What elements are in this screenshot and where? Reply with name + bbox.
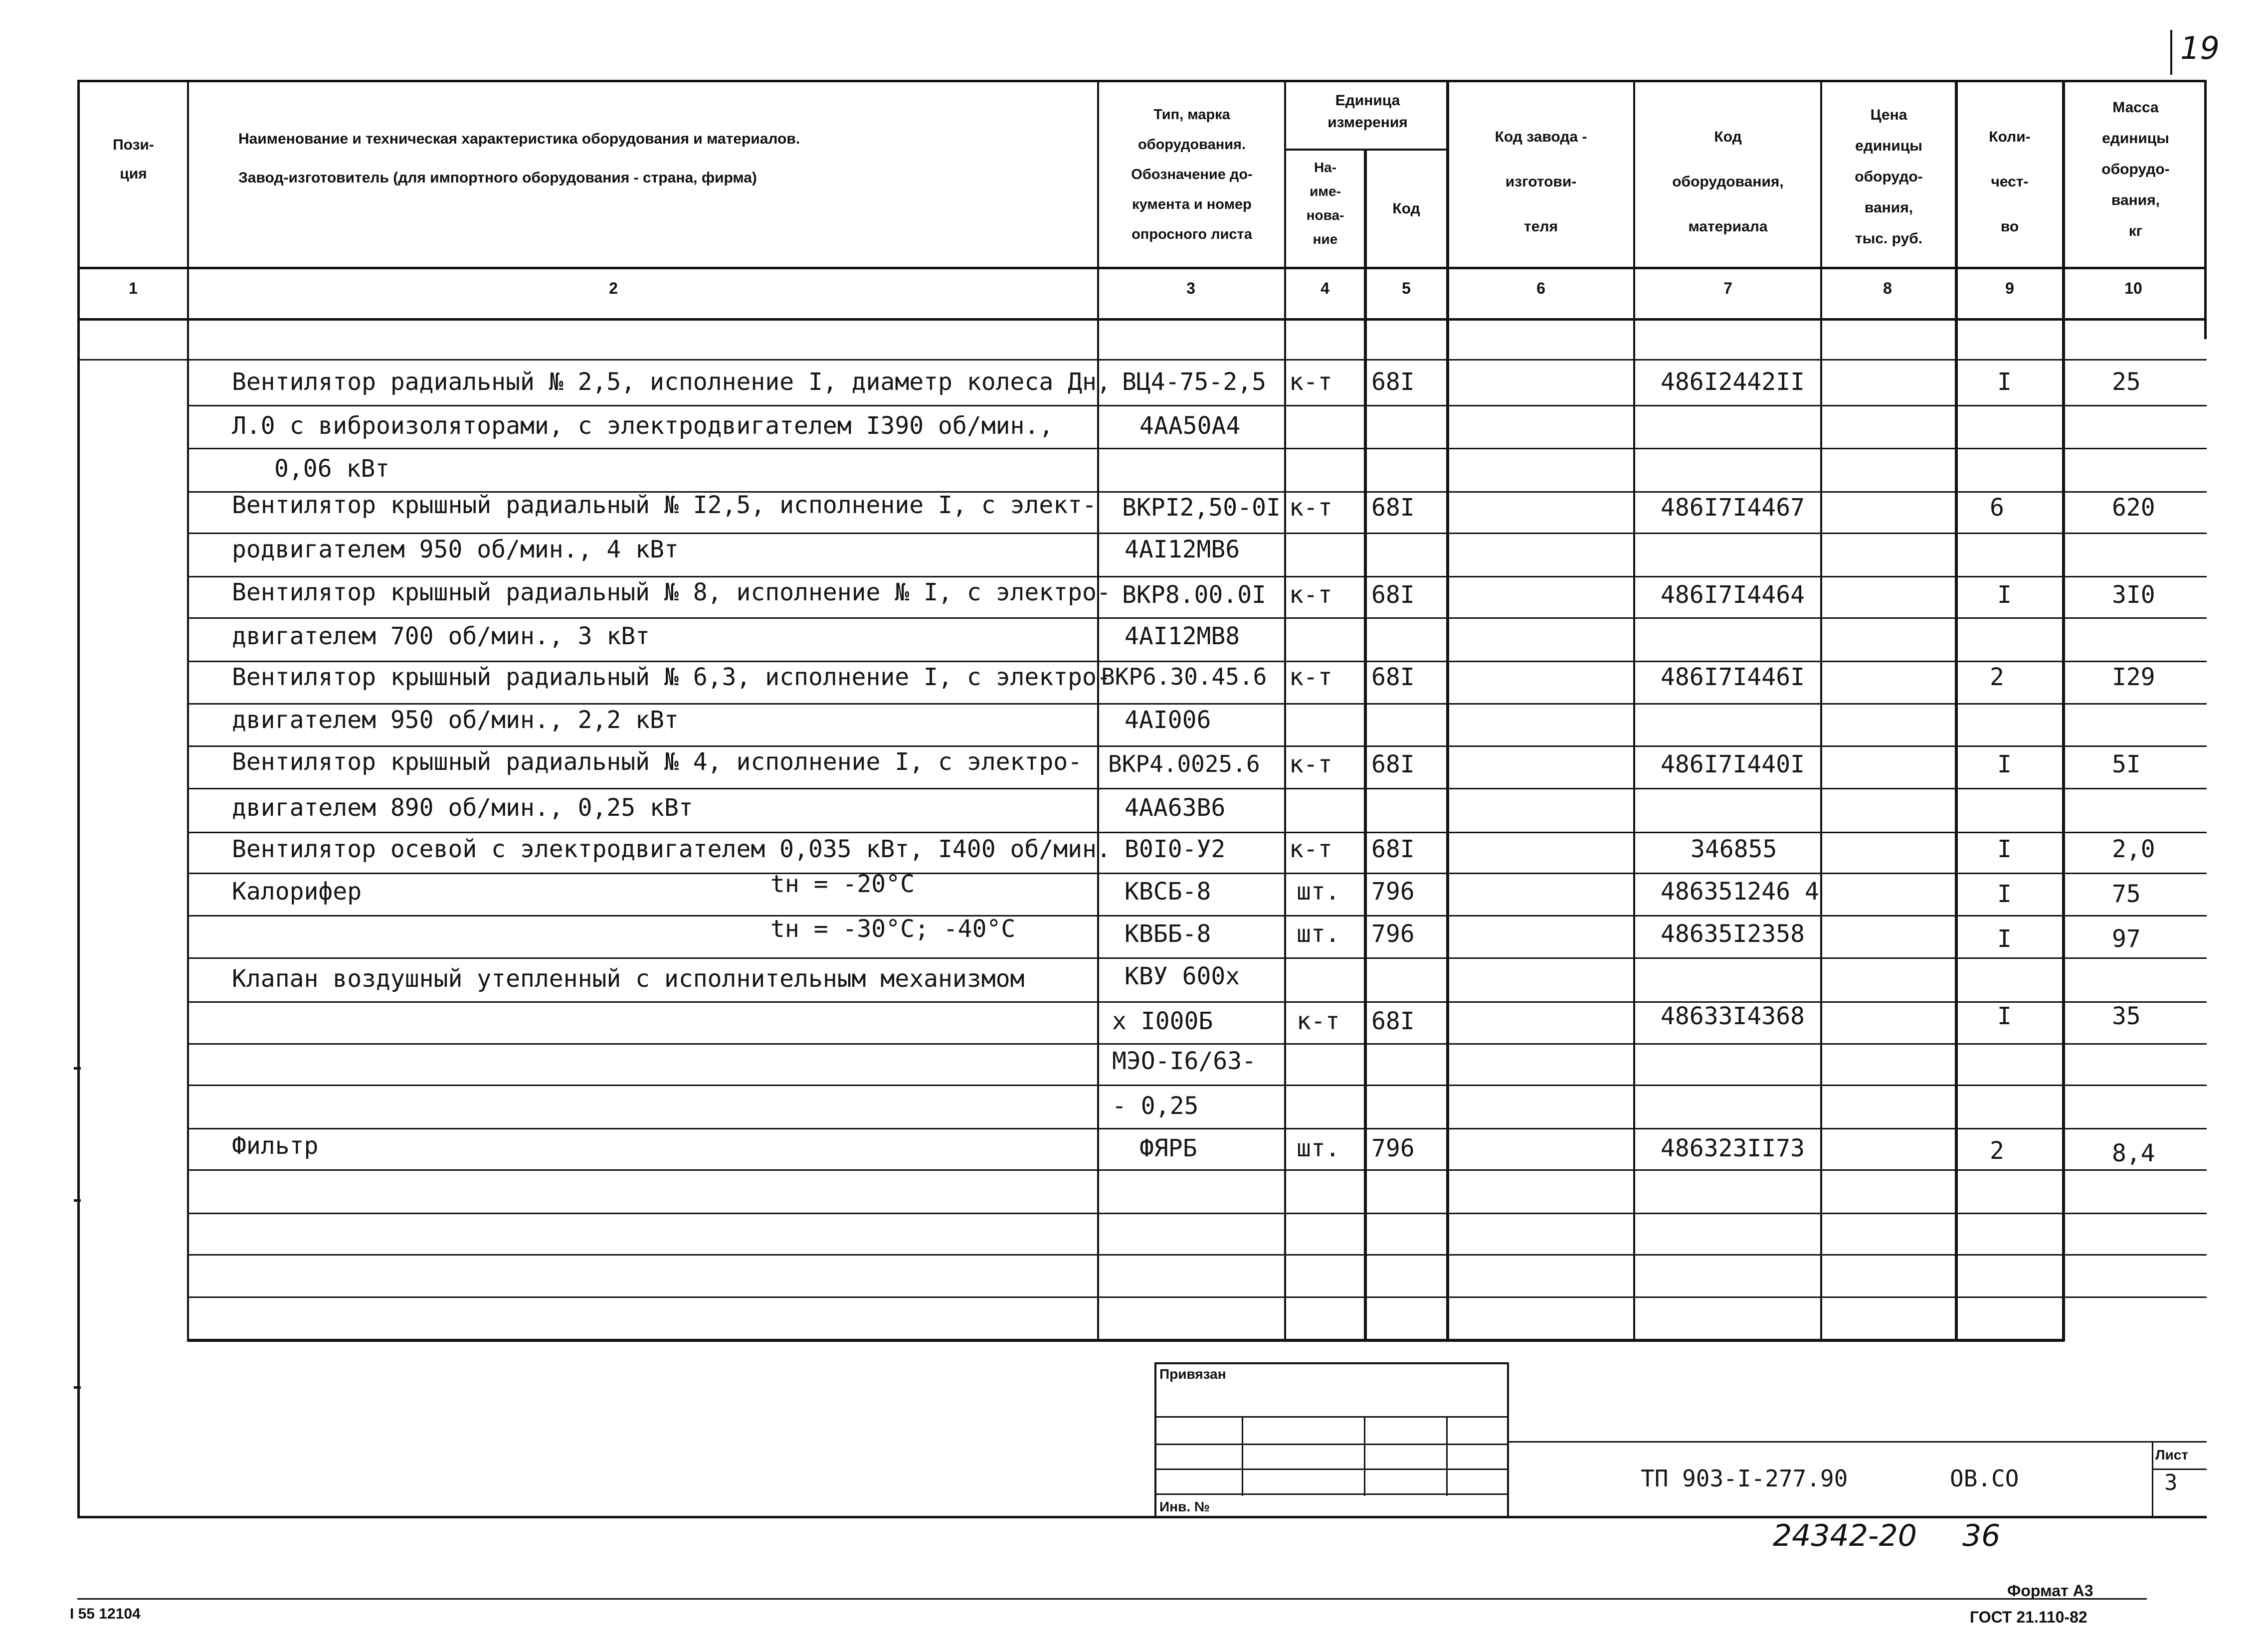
- item-qty: I: [1997, 368, 2012, 396]
- header-quantity: Коли- чест- во: [1989, 129, 2031, 235]
- column-number: 3: [1186, 279, 1195, 297]
- header-mass: Масса единицы оборудо- вания, кг: [2101, 99, 2170, 239]
- item-name: Вентилятор осевой с электродвигателем 0,035 кВт, I400 об/мин.: [232, 835, 1111, 863]
- document-code: ТП 903-I-277.90: [1641, 1465, 1848, 1492]
- item-temperature: tн = -20°C: [770, 870, 915, 898]
- item-type: 4АI006: [1125, 706, 1211, 734]
- item-name: Вентилятор крышный радиальный № 6,3, исполнение I, с электро-: [232, 663, 1111, 691]
- header-unit-code: Код: [1392, 200, 1420, 217]
- item-mass: 35: [2112, 1002, 2141, 1030]
- item-name: двигателем 950 об/мин., 2,2 кВт: [232, 706, 679, 734]
- item-unit: к-т: [1297, 1007, 1340, 1035]
- item-unit-code: 68I: [1371, 494, 1415, 522]
- item-type: ВКР6.30.45.6: [1101, 663, 1267, 690]
- page-number-mark: [2170, 30, 2172, 75]
- privyazan-label: Привязан: [1159, 1366, 1226, 1382]
- column-number: 2: [609, 279, 618, 297]
- item-unit: к-т: [1289, 368, 1332, 396]
- header-price: Цена единицы оборудо- вания, тыс. руб.: [1855, 107, 1923, 247]
- item-unit-code: 68I: [1371, 368, 1415, 396]
- item-name: Вентилятор крышный радиальный № 8, исполнение № I, с электро-: [232, 578, 1111, 606]
- item-qty: I: [1997, 750, 2012, 778]
- item-code: 486I2442II: [1661, 368, 1805, 396]
- header-unit-group: Единица измерения: [1327, 92, 1408, 131]
- item-unit-code: 68I: [1371, 1007, 1415, 1035]
- item-code: 486I7I440I: [1661, 750, 1805, 778]
- item-unit-code: 68I: [1371, 835, 1415, 863]
- item-unit-code: 68I: [1371, 750, 1415, 778]
- item-mass: 5I: [2112, 750, 2141, 778]
- gost-label: ГОСТ 21.110-82: [1970, 1608, 2087, 1626]
- column-number: 10: [2124, 279, 2142, 297]
- item-code: 48633I4368: [1661, 1002, 1805, 1030]
- column-number: 9: [2005, 279, 2014, 297]
- header-name: Наименование и техническая характеристика оборудования и материалов. Завод-изготовитель (для импортного оборудования - страна, фирма): [238, 131, 800, 186]
- item-type: - 0,25: [1112, 1092, 1199, 1120]
- item-code: 48635I2358: [1661, 920, 1805, 948]
- item-code: 486I7I446I: [1661, 663, 1805, 691]
- item-type: КВСБ-8: [1125, 878, 1211, 906]
- item-code: 486I7I4464: [1661, 581, 1805, 609]
- item-qty: 2: [1990, 1137, 2004, 1165]
- item-name: родвигателем 950 об/мин., 4 кВт: [232, 536, 679, 563]
- item-unit: шт.: [1297, 920, 1340, 948]
- item-qty: I: [1997, 880, 2012, 908]
- item-code: 486323II73: [1661, 1134, 1805, 1162]
- header-factory-code: Код завода - изготови- теля: [1495, 129, 1587, 235]
- header-equipment-code: Код оборудования, материала: [1672, 129, 1784, 235]
- item-type: 4АА63В6: [1125, 794, 1226, 822]
- item-name: двигателем 700 об/мин., 3 кВт: [232, 622, 650, 650]
- item-qty: 6: [1990, 494, 2004, 522]
- column-number: 6: [1536, 279, 1545, 297]
- column-number: 8: [1883, 279, 1892, 297]
- footer-code: I 55 12104: [70, 1606, 141, 1622]
- item-type: ВКРI2,50-0I: [1122, 494, 1281, 522]
- item-mass: 8,4: [2112, 1139, 2155, 1167]
- item-type: ВКР8.00.0I: [1122, 581, 1266, 609]
- item-qty: I: [1997, 925, 2012, 953]
- item-unit-code: 68I: [1371, 581, 1415, 609]
- format-label: Формат А3: [2007, 1582, 2093, 1600]
- inventory-number-label: Инв. №: [1159, 1499, 1210, 1514]
- item-type: 4АI12МВ6: [1125, 536, 1240, 563]
- item-type: В0I0-У2: [1125, 835, 1226, 863]
- item-type: 4АI12МВ8: [1125, 622, 1240, 650]
- item-name: Вентилятор радиальный № 2,5, исполнение I, диаметр колеса Дн,: [232, 368, 1111, 396]
- item-unit: к-т: [1289, 494, 1332, 522]
- item-name: Вентилятор крышный радиальный № 4, исполнение I, с электро-: [232, 748, 1083, 776]
- item-unit-code: 796: [1371, 920, 1415, 948]
- item-type: ВЦ4-75-2,5: [1122, 368, 1266, 396]
- item-type: КВУ 600х: [1125, 962, 1240, 990]
- item-unit-code: 68I: [1371, 663, 1415, 691]
- item-qty: 2: [1990, 663, 2004, 691]
- sheet-label: Лист: [2155, 1447, 2189, 1463]
- handwritten-number: 24342-20: [1773, 1518, 1917, 1553]
- item-mass: I29: [2112, 663, 2155, 691]
- header-unit-name: На- име- нова- ние: [1306, 160, 1344, 247]
- item-name: Клапан воздушный утепленный с исполнительным механизмом: [232, 965, 1025, 993]
- item-unit: к-т: [1289, 835, 1332, 863]
- item-mass: 25: [2112, 368, 2141, 396]
- handwritten-number: 36: [1962, 1518, 2001, 1553]
- header-position: Пози- ция: [113, 137, 154, 182]
- item-mass: 2,0: [2112, 835, 2155, 863]
- item-unit-code: 796: [1371, 1134, 1415, 1162]
- item-mass: 3I0: [2112, 581, 2155, 609]
- item-type: ВКР4.0025.6: [1108, 750, 1260, 777]
- item-name: Фильтр: [232, 1132, 319, 1160]
- item-qty: I: [1997, 581, 2012, 609]
- column-number: 4: [1321, 279, 1329, 297]
- item-mass: 75: [2112, 880, 2141, 908]
- column-number: 1: [129, 279, 138, 297]
- sheet-code: ОВ.СО: [1950, 1465, 2019, 1492]
- item-unit-code: 796: [1371, 878, 1415, 906]
- item-code: 486I7I4467: [1661, 494, 1805, 522]
- item-name: Вентилятор крышный радиальный № I2,5, исполнение I, с элект-: [232, 491, 1097, 519]
- item-mass: 97: [2112, 925, 2141, 953]
- item-unit: шт.: [1297, 1134, 1340, 1162]
- sheet-number: 3: [2164, 1470, 2178, 1495]
- page-number: 19: [2180, 30, 2220, 66]
- item-mass: 620: [2112, 494, 2155, 522]
- item-type: ФЯРБ: [1139, 1134, 1197, 1162]
- item-type: МЭО-I6/63-: [1112, 1047, 1256, 1075]
- item-name: Калорифер: [232, 878, 362, 906]
- item-unit: шт.: [1297, 878, 1340, 906]
- header-type: Тип, марка оборудования. Обозначение до- кумента и номер опросного листа: [1131, 107, 1253, 242]
- item-temperature: tн = -30°C; -40°C: [770, 915, 1016, 943]
- item-code: 486351246 4: [1661, 878, 1819, 906]
- item-type: 4АА50А4: [1139, 412, 1241, 440]
- column-number: 5: [1402, 279, 1411, 297]
- item-unit: к-т: [1289, 581, 1332, 609]
- item-type: КВББ-8: [1125, 920, 1211, 948]
- item-name: 0,06 кВт: [274, 455, 390, 483]
- item-unit: к-т: [1289, 663, 1332, 691]
- item-name: Л.0 с виброизоляторами, с электродвигателем I390 об/мин.,: [232, 412, 1054, 440]
- item-qty: I: [1997, 1002, 2012, 1030]
- item-name: двигателем 890 об/мин., 0,25 кВт: [232, 794, 693, 822]
- item-code: 346855: [1691, 835, 1777, 863]
- item-unit: к-т: [1289, 750, 1332, 778]
- column-number: 7: [1723, 279, 1732, 297]
- item-qty: I: [1997, 835, 2012, 863]
- item-type: х I000Б: [1112, 1007, 1213, 1035]
